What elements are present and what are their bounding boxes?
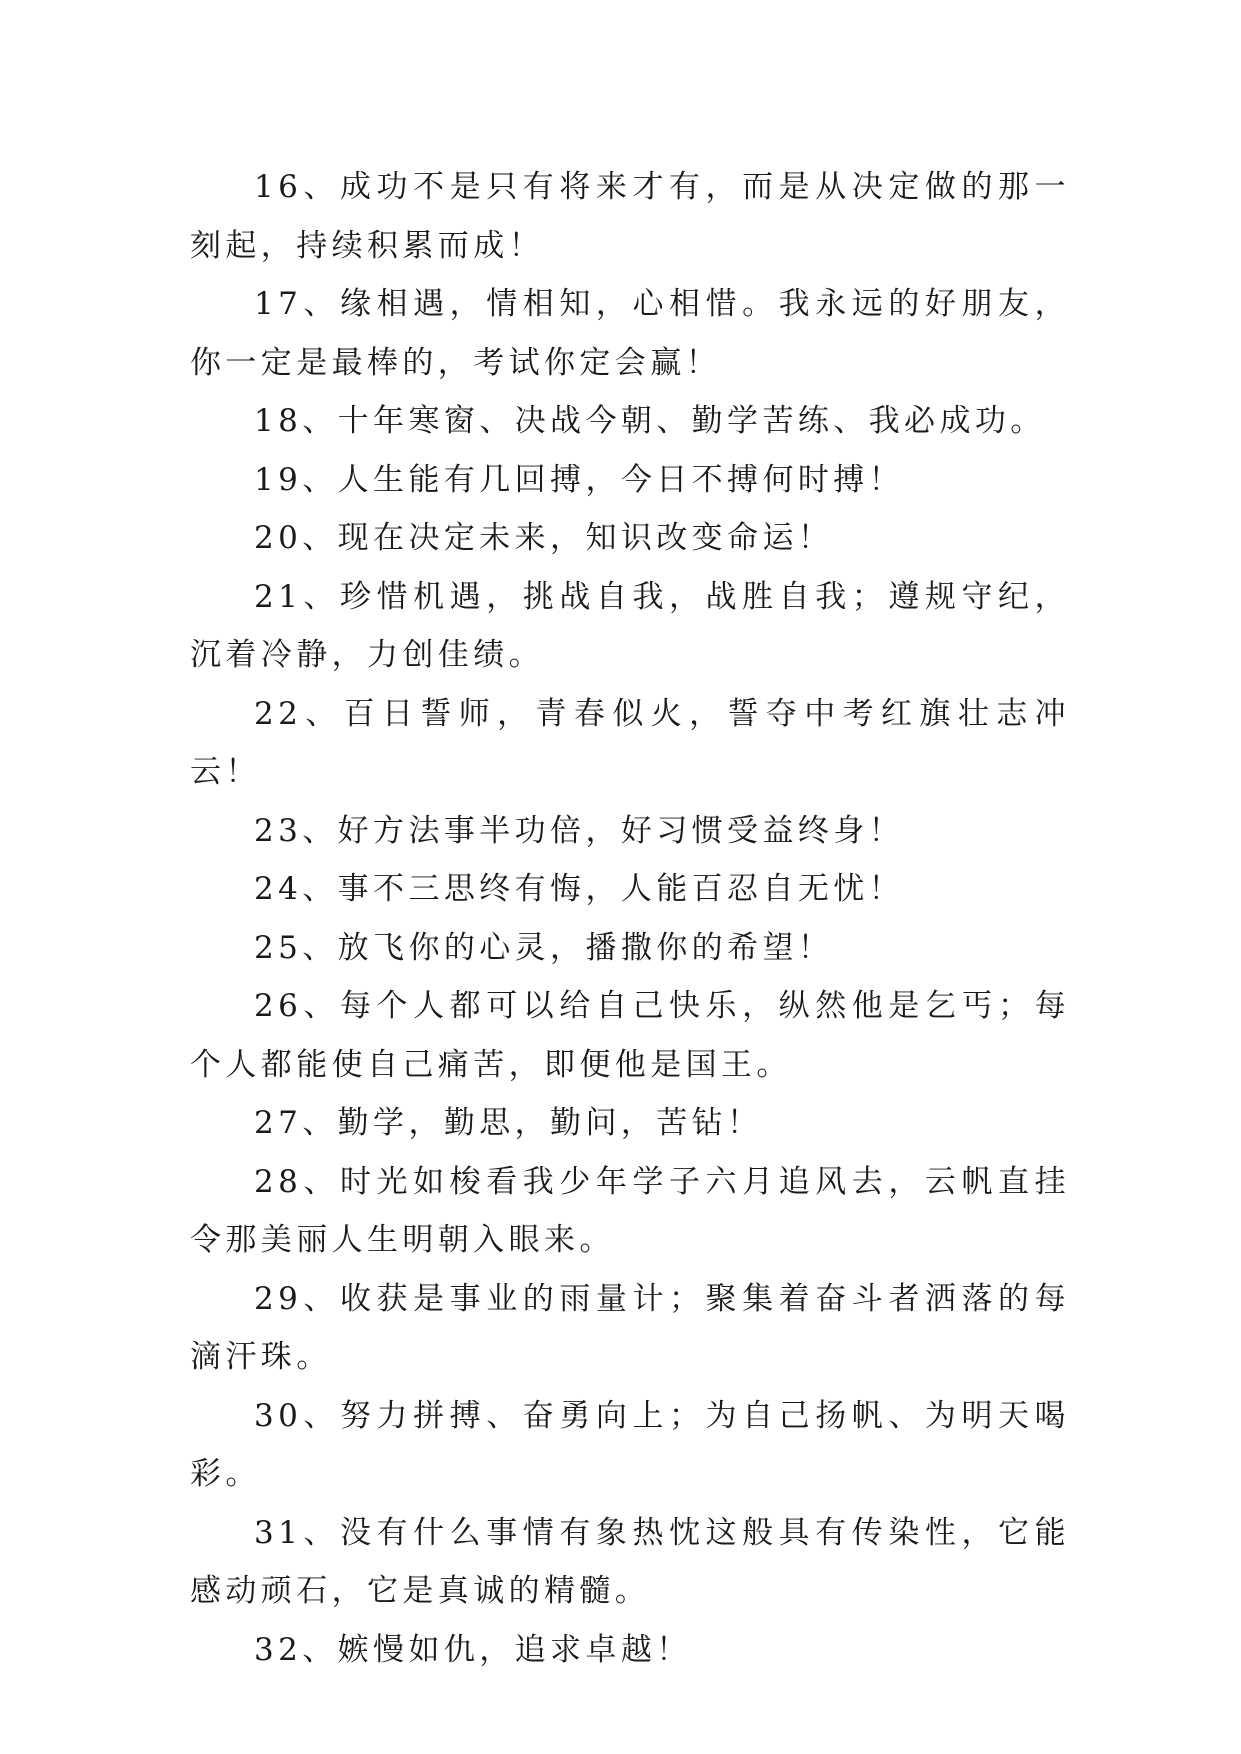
document-body [190, 158, 1070, 1679]
paragraph-29: 29、收获是事业的雨量计；聚集着奋斗者洒落的每滴汗珠。 [190, 1280, 1070, 1375]
paragraph-19: 19、人生能有几回搏，今日不搏何时搏！ [254, 461, 905, 498]
paragraph-25: 25、放飞你的心灵，播撒你的希望！ [254, 929, 834, 966]
paragraph-21: 21、珍惜机遇，挑战自我，战胜自我；遵规守纪，沉着冷静，力创佳绩。 [190, 578, 1070, 673]
paragraph-27: 27、勤学，勤思，勤问，苦钻！ [254, 1105, 763, 1141]
paragraph-26: 26、每个人都可以给自己快乐，纵然他是乞丐；每个人都能使自己痛苦，即便他是国王。 [190, 988, 1070, 1083]
paragraph-32: 32、嫉慢如仇，追求卓越！ [254, 1631, 692, 1668]
paragraph-17: 17、缘相遇，情相知，心相惜。我永远的好朋友，你一定是最棒的，考试你定会赢！ [190, 286, 1070, 381]
paragraph-16: 16、成功不是只有将来才有，而是从决定做的那一刻起，持续积累而成！ [190, 169, 1070, 264]
paragraph-22: 22、百日誓师，青春似火，誓夺中考红旗壮志冲云！ [190, 695, 1070, 790]
paragraph-30: 30、努力拼搏、奋勇向上；为自己扬帆、为明天喝彩。 [190, 1397, 1070, 1492]
paragraph-23: 23、好方法事半功倍，好习惯受益终身！ [254, 812, 905, 849]
paragraph-18: 18、十年寒窗、决战今朝、勤学苦练、我必成功。 [254, 403, 1046, 439]
paragraph-31: 31、没有什么事情有象热忱这般具有传染性，它能感动顽石，它是真诚的精髓。 [190, 1514, 1070, 1609]
paragraph-20: 20、现在决定未来，知识改变命运！ [254, 520, 834, 556]
paragraph-28: 28、时光如梭看我少年学子六月追风去，云帆直挂令那美丽人生明朝入眼来。 [190, 1163, 1070, 1258]
paragraph-24: 24、事不三思终有悔，人能百忍自无忧！ [254, 871, 905, 907]
